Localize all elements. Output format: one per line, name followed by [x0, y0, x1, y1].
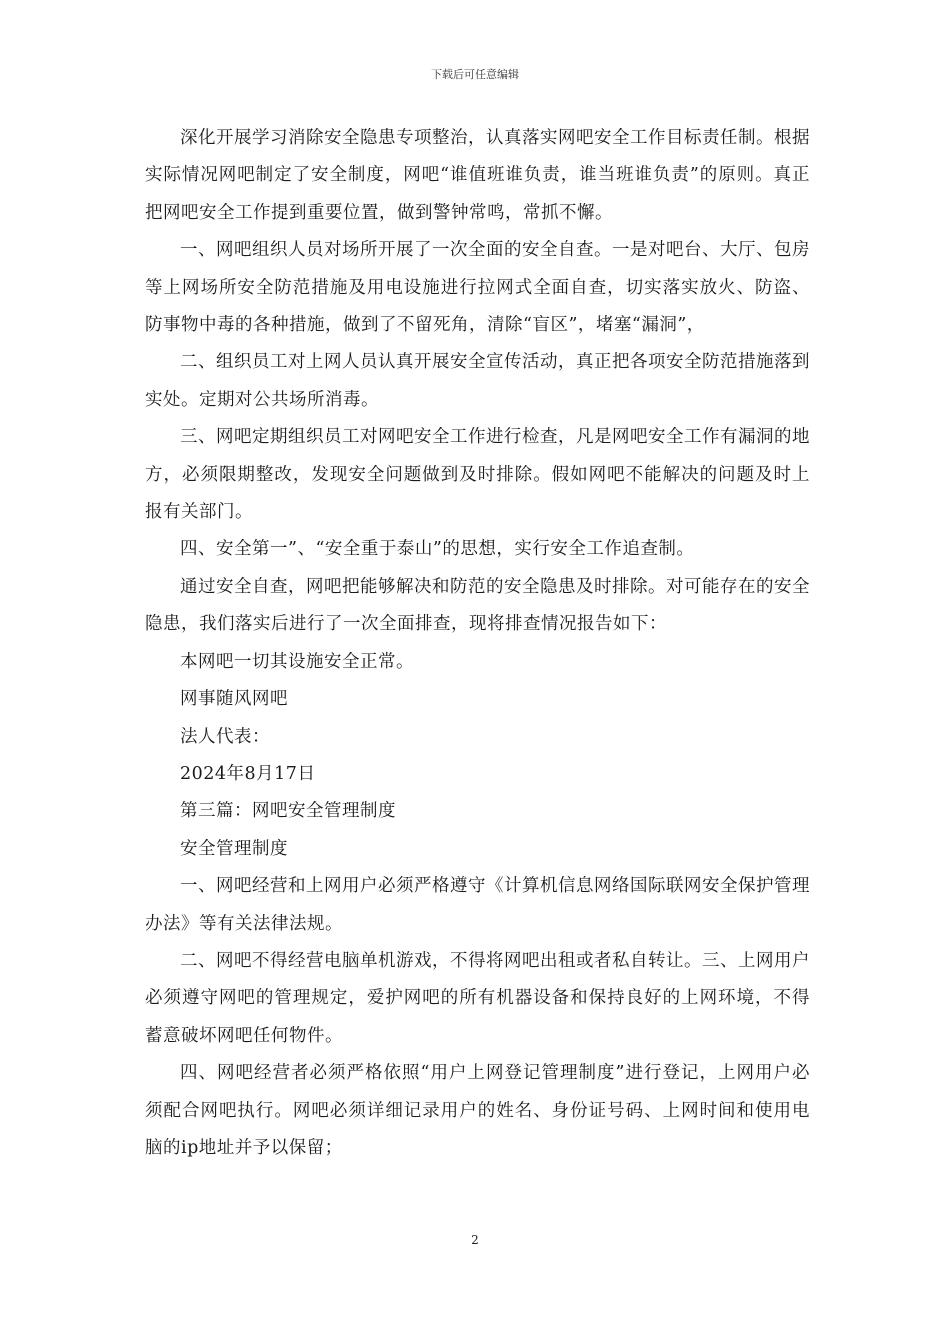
section-subheading: 安全管理制度	[180, 838, 288, 859]
document-body	[145, 120, 810, 1167]
paragraph: 通过安全自查，网吧把能够解决和防范的安全隐患及时排除。对可能存在的安全隐患，我们落实后进行了一次全面排查，现将排查情况报告如下：	[145, 576, 810, 635]
paragraph: 深化开展学习消除安全隐患专项整治，认真落实网吧安全工作目标责任制。根据实际情况网吧制定了安全制度，网吧“谁值班谁负责，谁当班谁负责”的原则。真正把网吧安全工作提到重要位置，做到警钟常鸣，常抓不懈。	[145, 128, 810, 223]
paragraph: 二、组织员工对上网人员认真开展安全宣传活动，真正把各项安全防范措施落到实处。定期对公共场所消毒。	[145, 352, 810, 410]
document-date: 2024年8月17日	[180, 763, 316, 784]
legal-representative-label: 法人代表：	[180, 726, 270, 747]
paragraph: 四、安全第一”、“安全重于泰山”的思想，实行安全工作追查制。	[180, 539, 695, 560]
paragraph: 三、网吧定期组织员工对网吧安全工作进行检查，凡是网吧安全工作有漏洞的地方，必须限期整改，发现安全问题做到及时排除。假如网吧不能解决的问题及时上报有关部门。	[145, 427, 810, 523]
signature-name: 网事随风网吧	[180, 689, 288, 710]
page-header-note: 下载后可任意编辑	[431, 68, 519, 81]
paragraph: 一、网吧组织人员对场所开展了一次全面的安全自查。一是对吧台、大厅、包房等上网场所安全防范措施及用电设施进行拉网式全面自查，切实落实放火、防盗、防事物中毒的各种措施，做到了不留死角，清除“盲区”，堵塞“漏洞”，	[145, 240, 810, 336]
paragraph: 一、网吧经营和上网用户必须严格遵守《计算机信息网络国际联网安全保护管理办法》等有关法律法规。	[145, 876, 810, 934]
section-heading: 第三篇：网吧安全管理制度	[180, 801, 396, 822]
page-number: 2	[471, 1233, 479, 1247]
paragraph: 二、网吧不得经营电脑单机游戏，不得将网吧出租或者私自转让。三、上网用户必须遵守网吧的管理规定，爱护网吧的所有机器设备和保持良好的上网环境，不得蓄意破坏网吧任何物件。	[145, 950, 810, 1046]
paragraph: 四、网吧经营者必须严格依照“用户上网登记管理制度”进行登记，上网用户必须配合网吧执行。网吧必须详细记录用户的姓名、身份证号码、上网时间和使用电脑的ip地址并予以保留；	[145, 1063, 810, 1158]
paragraph: 本网吧一切其设施安全正常。	[180, 651, 414, 672]
